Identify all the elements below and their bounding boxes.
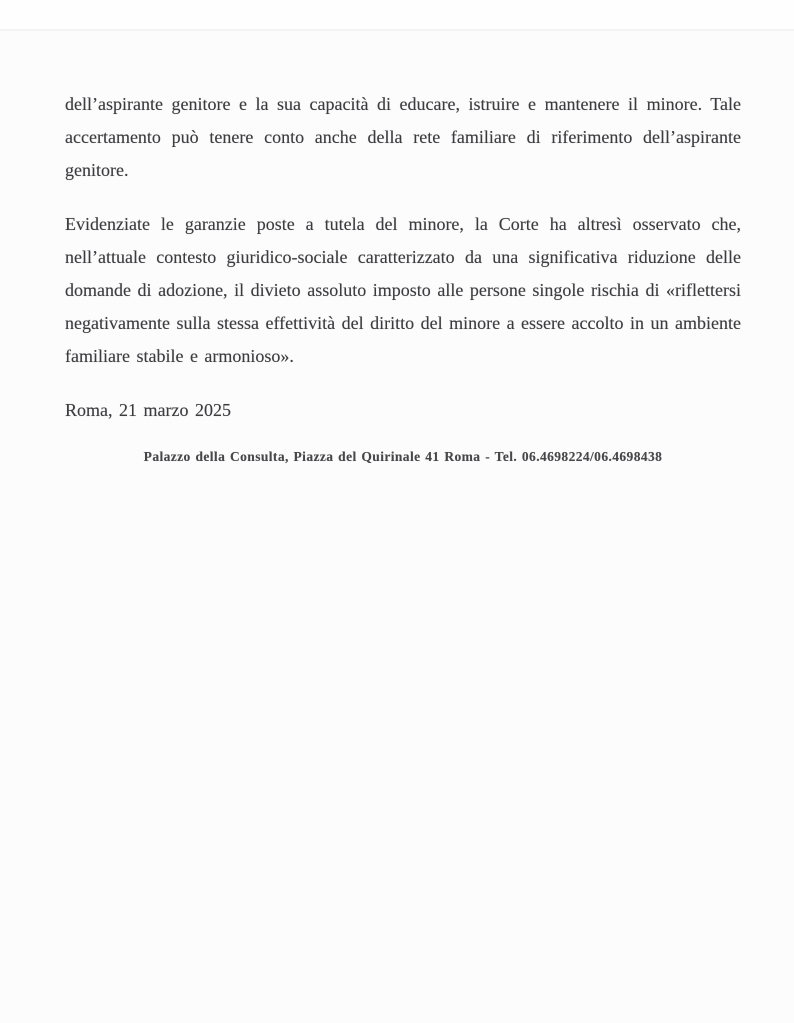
page-top-edge	[0, 0, 794, 31]
paragraph: dell’aspirante genitore e la sua capacità di educare, istruire e mantenere il minore. Tale accertamento può tenere conto anche della rete familiare di riferimento dell’aspirante genitore.	[65, 94, 741, 180]
footer-address-line: Palazzo della Consulta, Piazza del Quirinale 41 Roma - Tel. 06.4698224/06.4698438	[143, 449, 663, 464]
dateline: Roma, 21 marzo 2025	[65, 400, 231, 420]
document-body	[65, 88, 741, 466]
paragraph: Evidenziate le garanzie poste a tutela del minore, la Corte ha altresì osservato che, nell’attuale contesto giuridico-sociale caratterizzato da una significativa riduzione delle domande di adozione, il divieto assoluto imposto alle persone singole rischia di «riflettersi negativamente sulla stessa effettività del diritto del minore a essere accolto in un ambiente familiare stabile e armonioso».	[65, 214, 741, 366]
